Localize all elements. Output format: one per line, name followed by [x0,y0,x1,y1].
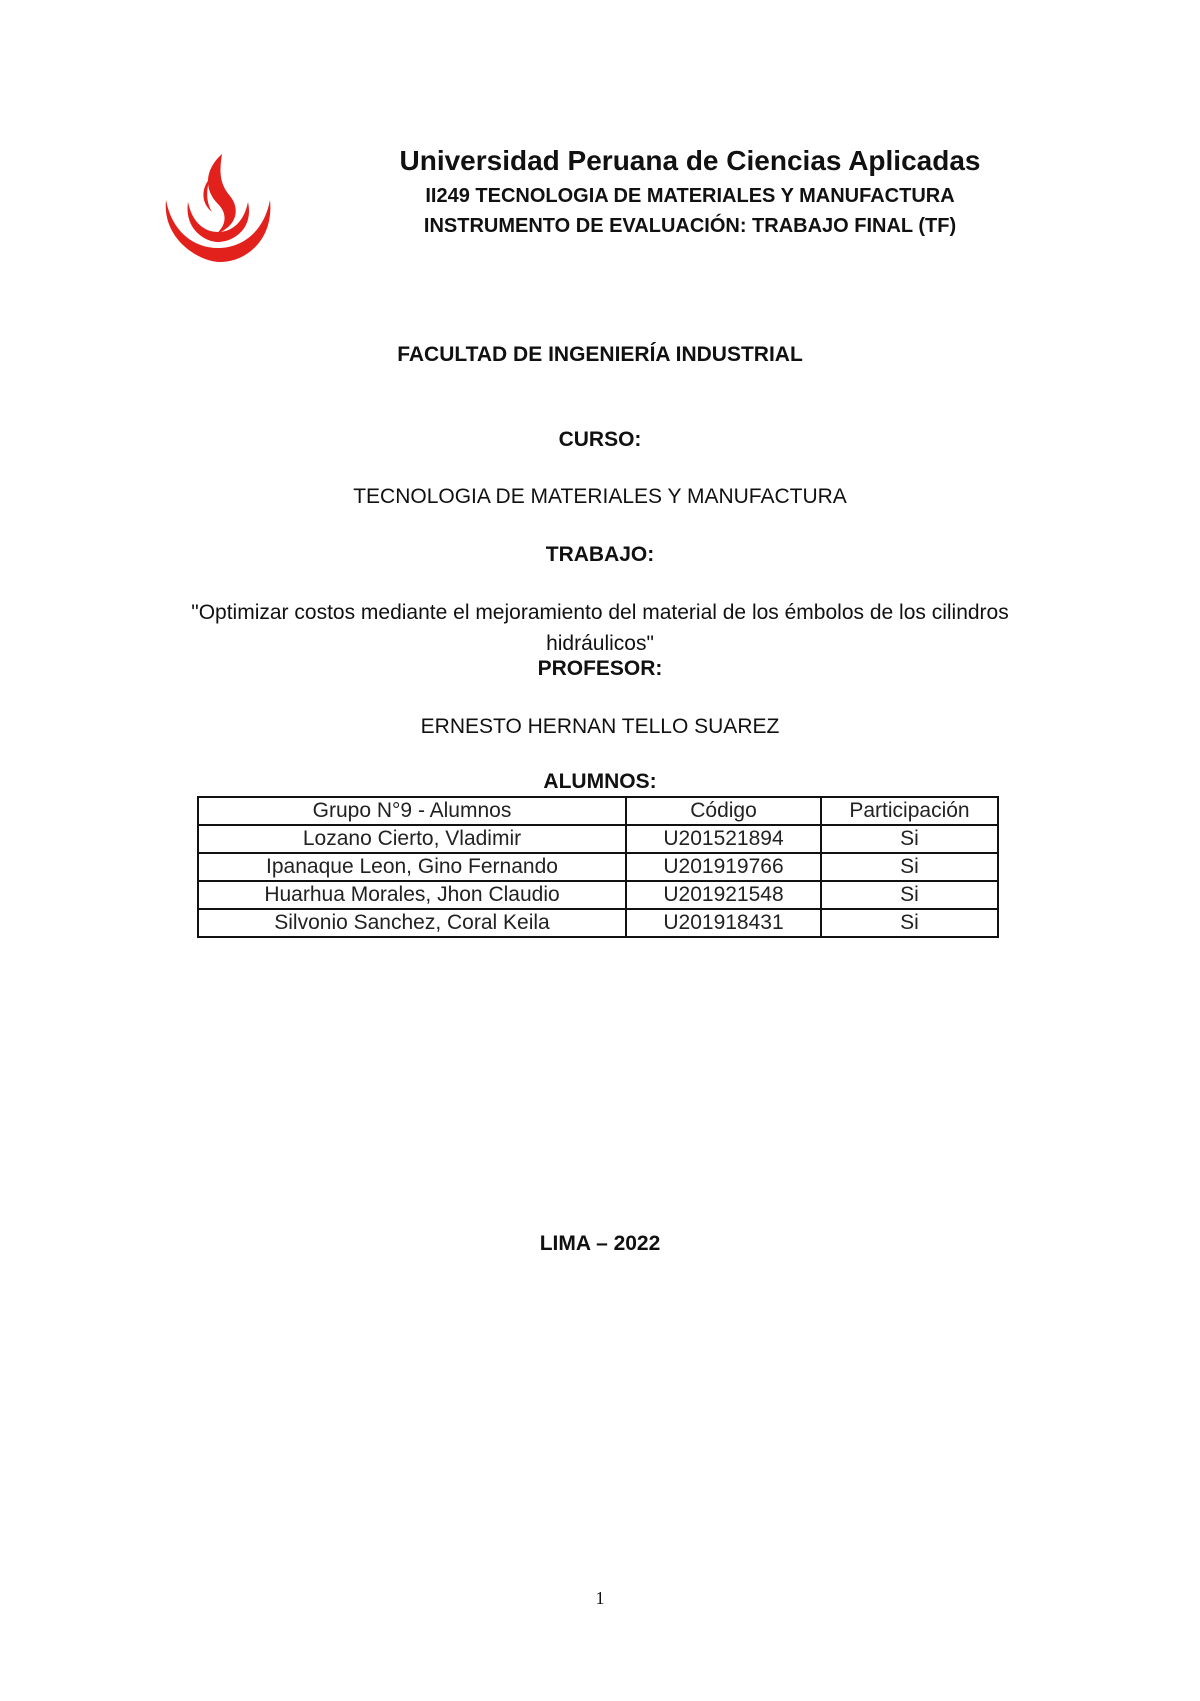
student-participation: Si [821,909,998,937]
column-header-participation: Participación [821,797,998,825]
course-code: II249 TECNOLOGIA DE MATERIALES Y MANUFACTURA [425,185,955,207]
column-header-code: Código [626,797,821,825]
curso-value: TECNOLOGIA DE MATERIALES Y MANUFACTURA [353,485,847,508]
page-number: 1 [595,1588,605,1608]
profesor-label: PROFESOR: [537,657,663,680]
student-code: U201919766 [626,853,821,881]
student-name: Ipanaque Leon, Gino Fernando [198,853,626,881]
trabajo-label: TRABAJO: [545,543,655,566]
student-code: U201521894 [626,825,821,853]
trabajo-title: "Optimizar costos mediante el mejoramiento del material de los émbolos de los cilindros hidráulicos" [191,601,1009,655]
student-name: Lozano Cierto, Vladimir [198,825,626,853]
student-code: U201918431 [626,909,821,937]
table-header-row [198,797,998,825]
table-row [198,853,998,881]
students-table [197,796,999,938]
profesor-name: ERNESTO HERNAN TELLO SUAREZ [420,715,780,738]
student-participation: Si [821,881,998,909]
table-row [198,825,998,853]
table-row [198,881,998,909]
student-participation: Si [821,825,998,853]
upc-logo-icon [160,150,276,264]
column-header-name: Grupo N°9 - Alumnos [198,797,626,825]
faculty-title: FACULTAD DE INGENIERÍA INDUSTRIAL [397,343,803,366]
student-code: U201921548 [626,881,821,909]
student-participation: Si [821,853,998,881]
city-year: LIMA – 2022 [539,1232,661,1255]
student-name: Silvonio Sanchez, Coral Keila [198,909,626,937]
student-name: Huarhua Morales, Jhon Claudio [198,881,626,909]
alumnos-label: ALUMNOS: [543,770,657,793]
evaluation-instrument: INSTRUMENTO DE EVALUACIÓN: TRABAJO FINAL (TF) [423,215,957,237]
university-name: Universidad Peruana de Ciencias Aplicadas [399,145,981,176]
table-row [198,909,998,937]
curso-label: CURSO: [558,428,642,451]
